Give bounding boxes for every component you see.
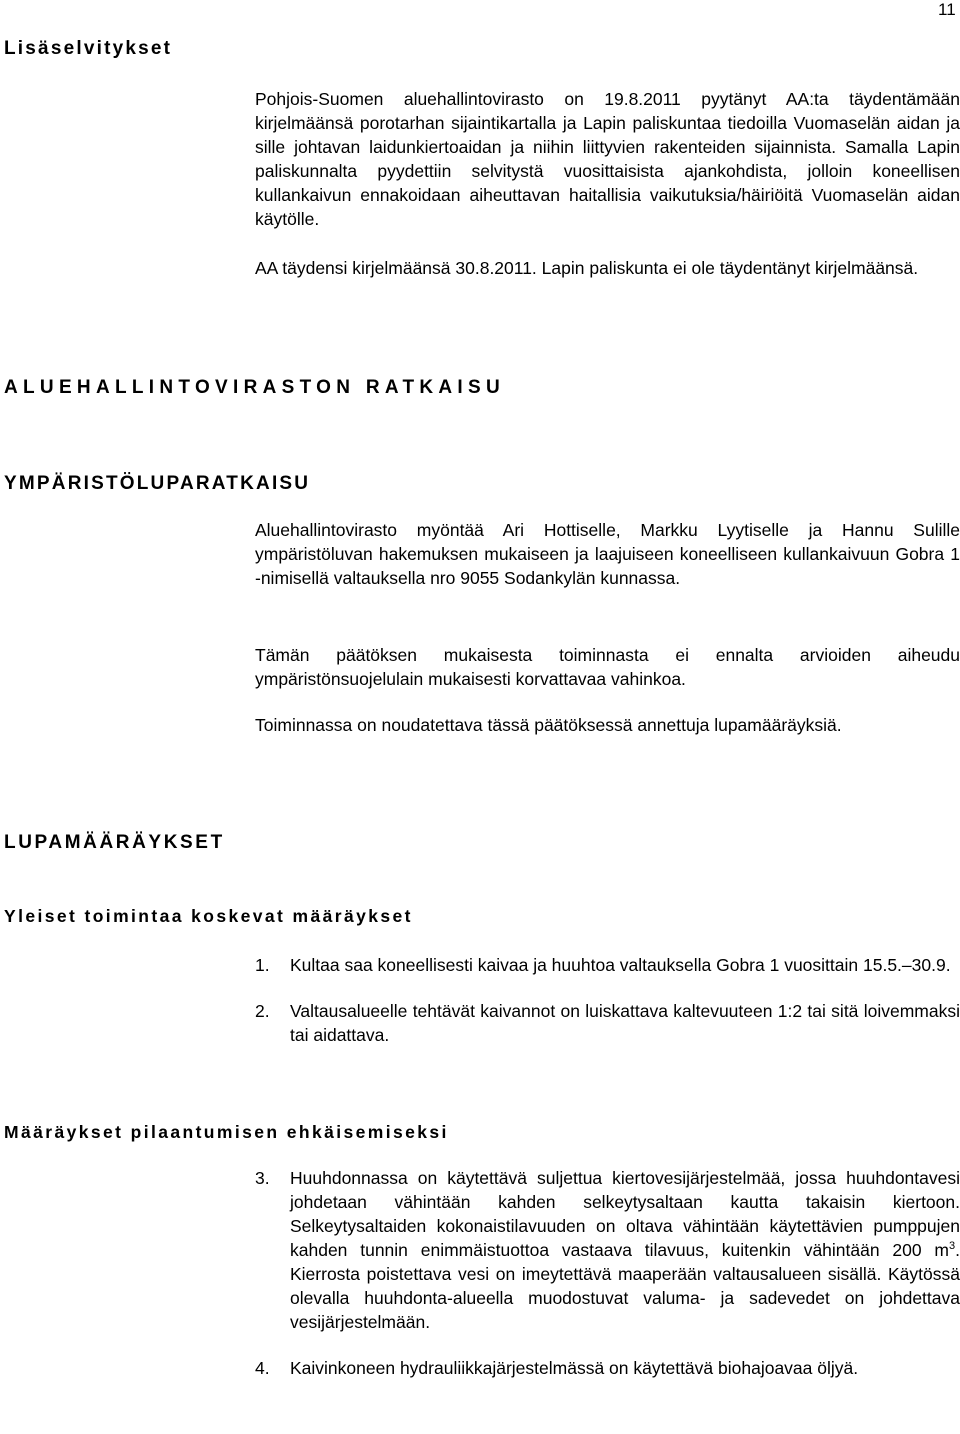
regulation-item-2 xyxy=(255,999,960,1047)
pollution-regulations-list xyxy=(255,1166,960,1380)
regulation-number: 1. xyxy=(255,955,270,975)
page-number: 11 xyxy=(938,0,956,19)
heading-pilaantumisen-ehkaiseminen: Määräykset pilaantumisen ehkäisemiseksi xyxy=(4,1122,449,1142)
superscript-cubic: 3 xyxy=(949,1240,956,1253)
regulation-item-1 xyxy=(255,953,960,977)
heading-yleiset-maaraykset: Yleiset toimintaa koskevat määräykset xyxy=(4,906,413,926)
regulation-item-4 xyxy=(255,1356,960,1380)
paragraph-additional-info-request: Pohjois-Suomen aluehallintovirasto on 19.8.2011 pyytänyt AA:ta täydentämään kirjelmäänsä porotarhan sijaintikartalla ja Lapin paliskuntaa tiedoilla Vuomaselän aidan ja sille johtavan laidunkiertoaidan ja niihin liittyvien rakenteiden sijainnista. Samalla Lapin paliskunnalta pyydettiin selvitystä vuosittaisista ajankohdista, jolloin koneellisen kullankaivun ennakoidaan aiheuttavan haitallisia vaikutuksia/häiriöitä Vuomaselän aidan käytölle. xyxy=(255,89,960,229)
paragraph-additional-info-response: AA täydensi kirjelmäänsä 30.8.2011. Lapin paliskunta ei ole täydentänyt kirjelmäänsä. xyxy=(255,258,919,278)
regulation-text: Kultaa saa koneellisesti kaivaa ja huuhtoa valtauksella Gobra 1 vuosittain 15.5.–30.9. xyxy=(290,955,951,975)
regulation-text: Huuhdonnassa on käytettävä suljettua kiertovesijärjestelmää, jossa huuhdontavesi johdetaan vähintään kahden selkeytysaltaan kautta takaisin kiertoon. Selkeytysaltaiden kokonaistilavuuden on oltava vähintään käytettävien pumppujen kahden tunnin enimmäistuottoa vastaava tilavuus, kuitenkin vähintään 200 m xyxy=(290,1168,960,1260)
heading-aluehallintoviraston-ratkaisu: ALUEHALLINTOVIRASTON RATKAISU xyxy=(4,377,505,398)
regulation-number: 2. xyxy=(255,1001,270,1021)
general-regulations-list xyxy=(255,953,960,1047)
paragraph-permit-granted: Aluehallintovirasto myöntää Ari Hottiselle, Markku Lyytiselle ja Hannu Sulille ympäristöluvan hakemuksen mukaiseen ja laajuiseen koneelliseen kullankaivuun Gobra 1 -nimisellä valtauksella nro 9055 Sodankylän kunnassa. xyxy=(255,520,960,588)
paragraph-no-damage: Tämän päätöksen mukaisesta toiminnasta ei ennalta arvioiden aiheudu ympäristönsuojelulain mukaisesti korvattavaa vahinkoa. xyxy=(255,645,960,689)
paragraph-follow-regulations: Toiminnassa on noudatettava tässä päätöksessä annettuja lupamääräyksiä. xyxy=(255,715,842,735)
regulation-item-3 xyxy=(255,1166,960,1334)
regulation-number: 3. xyxy=(255,1168,270,1188)
heading-lupamaaraykset: LUPAMÄÄRÄYKSET xyxy=(4,832,225,853)
regulation-number: 4. xyxy=(255,1358,270,1378)
heading-lisaselvitykset: Lisäselvitykset xyxy=(4,38,173,59)
regulation-text: Valtausalueelle tehtävät kaivannot on luiskattava kaltevuuteen 1:2 tai sitä loivemmaksi tai aidattava. xyxy=(290,1001,960,1045)
regulation-text: Kaivinkoneen hydrauliikkajärjestelmässä on käytettävä biohajoavaa öljyä. xyxy=(290,1358,859,1378)
regulation-text-continued: . Kierrosta poistettava vesi on imeytettävä maaperään valtausalueen sisällä. Käytössä olevalla huuhdonta-alueella muodostuvat valuma- ja sadevedet on johdettava vesijärjestelmään. xyxy=(290,1240,960,1332)
heading-ymparistoluparatkaisu: YMPÄRISTÖLUPARATKAISU xyxy=(4,473,311,494)
